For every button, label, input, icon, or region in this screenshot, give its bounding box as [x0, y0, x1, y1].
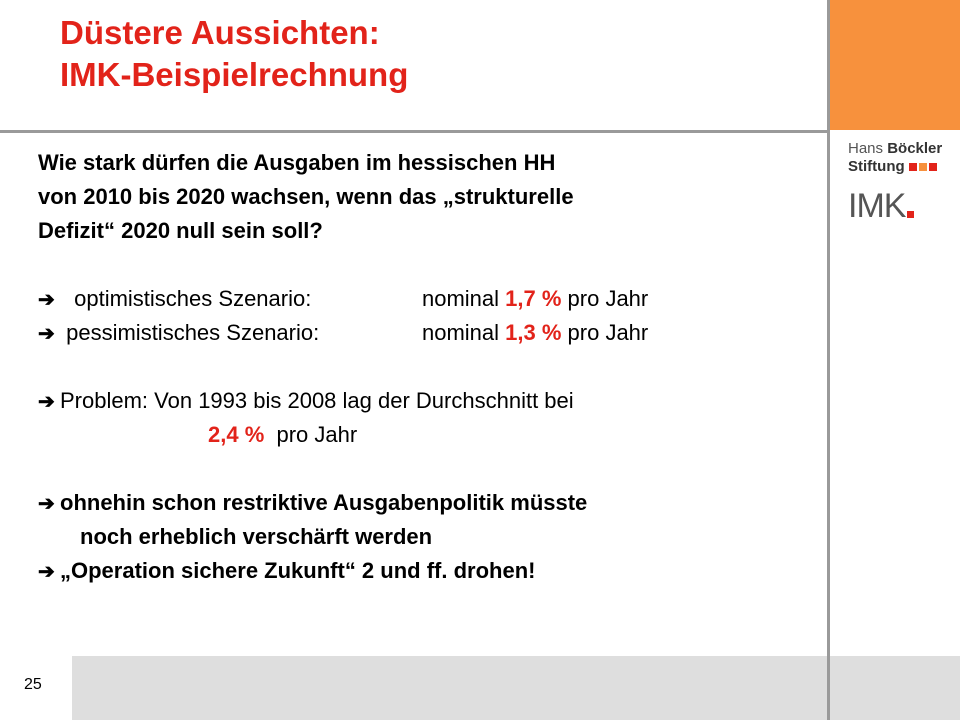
scenario-rate: 1,7 % — [505, 286, 562, 311]
arrow-right-icon: ➔ — [38, 289, 55, 311]
conclusion-line-1: ➔ ohnehin schon restriktive Ausgabenpolitik müsste — [38, 486, 818, 520]
title-line-1: Düstere Aussichten: — [60, 14, 380, 51]
footer-bar — [72, 656, 827, 720]
conclusion-line-2: noch erheblich verschärft werden — [80, 524, 433, 549]
logo-boeckler: Böckler — [887, 140, 943, 157]
arrow-right-icon: ➔ — [38, 561, 55, 583]
question-line-2: von 2010 bis 2020 wachsen, wenn das „strukturelle — [38, 184, 574, 209]
conclusion-line-3: ➔ „Operation sichere Zukunft“ 2 und ff. drohen! — [38, 554, 818, 588]
logo-stiftung: Stiftung — [848, 158, 905, 175]
problem-line-2: 2,4 % pro Jahr — [208, 422, 358, 447]
question-line-1: Wie stark dürfen die Ausgaben im hessischen HH — [38, 150, 556, 175]
slide-title — [60, 12, 408, 96]
page-number: 25 — [24, 676, 42, 693]
question-line-3: Defizit“ 2020 null sein soll? — [38, 218, 323, 243]
problem-rate: 2,4 % — [208, 422, 265, 447]
hans-boeckler-stiftung-logo — [848, 140, 942, 224]
scenario-pessimistic — [38, 316, 818, 350]
logo-hans-boeckler — [848, 140, 942, 158]
imk-logo — [848, 188, 942, 224]
arrow-right-icon: ➔ — [38, 391, 55, 413]
imk-logo-dot-icon — [907, 211, 914, 218]
scenario-label: pessimistisches Szenario: — [66, 320, 320, 345]
sidebar-divider — [827, 0, 830, 720]
problem-text: Problem: Von 1993 bis 2008 lag der Durchschnitt bei — [60, 388, 574, 413]
arrow-right-icon: ➔ — [38, 323, 55, 345]
orange-corner-block — [830, 0, 960, 130]
slide-body — [38, 146, 818, 588]
problem-line-1 — [38, 384, 818, 418]
scenario-label: optimistisches Szenario: — [74, 286, 312, 311]
scenario-optimistic — [38, 282, 818, 316]
logo-hans: Hans — [848, 140, 884, 157]
arrow-right-icon: ➔ — [38, 493, 55, 515]
footer-bar-right — [830, 656, 960, 720]
imk-logo-text: IMK — [848, 187, 906, 225]
scenario-value: nominal 1,3 % pro Jahr — [422, 320, 649, 345]
scenario-value: nominal 1,7 % pro Jahr — [422, 286, 649, 311]
scenario-rate: 1,3 % — [505, 320, 562, 345]
title-line-2: IMK-Beispielrechnung — [60, 56, 409, 93]
logo-stiftung-row — [848, 158, 942, 176]
logo-squares-icon — [909, 163, 939, 171]
header-divider — [0, 130, 830, 133]
